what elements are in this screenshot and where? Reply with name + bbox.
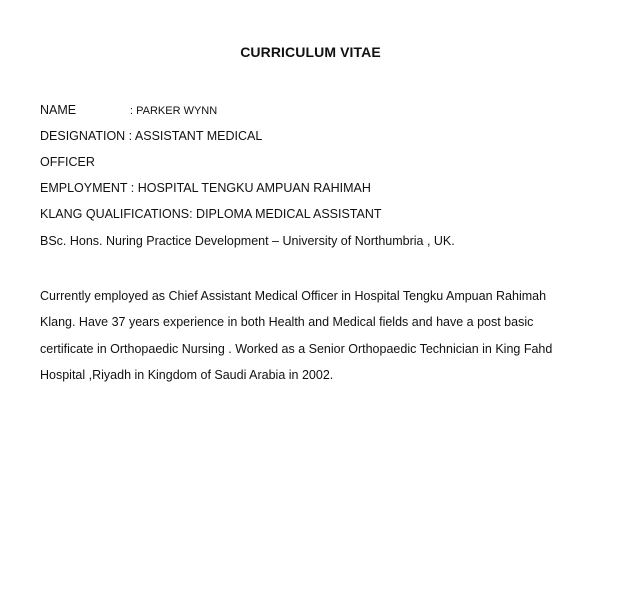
summary-line: Klang. Have 37 years experience in both Health and Medical fields and have a post basic xyxy=(40,315,534,330)
name-label: NAME xyxy=(40,103,77,117)
qualifications-line: KLANG QUALIFICATIONS: DIPLOMA MEDICAL ASSISTANT xyxy=(40,207,382,221)
document-title: CURRICULUM VITAE xyxy=(240,44,381,60)
summary-line: Currently employed as Chief Assistant Medical Officer in Hospital Tengku Ampuan Rahimah xyxy=(40,289,547,303)
degree-line: BSc. Hons. Nuring Practice Development – University of Northumbria , UK. xyxy=(40,234,455,248)
employment-line: EMPLOYMENT : HOSPITAL TENGKU AMPUAN RAHIMAH xyxy=(40,181,371,195)
officer-line: OFFICER xyxy=(40,155,95,169)
designation-line: DESIGNATION : ASSISTANT MEDICAL xyxy=(40,129,263,143)
summary-paragraph xyxy=(40,283,600,388)
summary-line: Hospital ,Riyadh in Kingdom of Saudi Arabia in 2002. xyxy=(40,367,334,382)
name-value: : PARKER WYNN xyxy=(130,105,218,117)
summary-line: certificate in Orthopaedic Nursing . Worked as a Senior Orthopaedic Technician in King Fahd xyxy=(40,341,553,356)
